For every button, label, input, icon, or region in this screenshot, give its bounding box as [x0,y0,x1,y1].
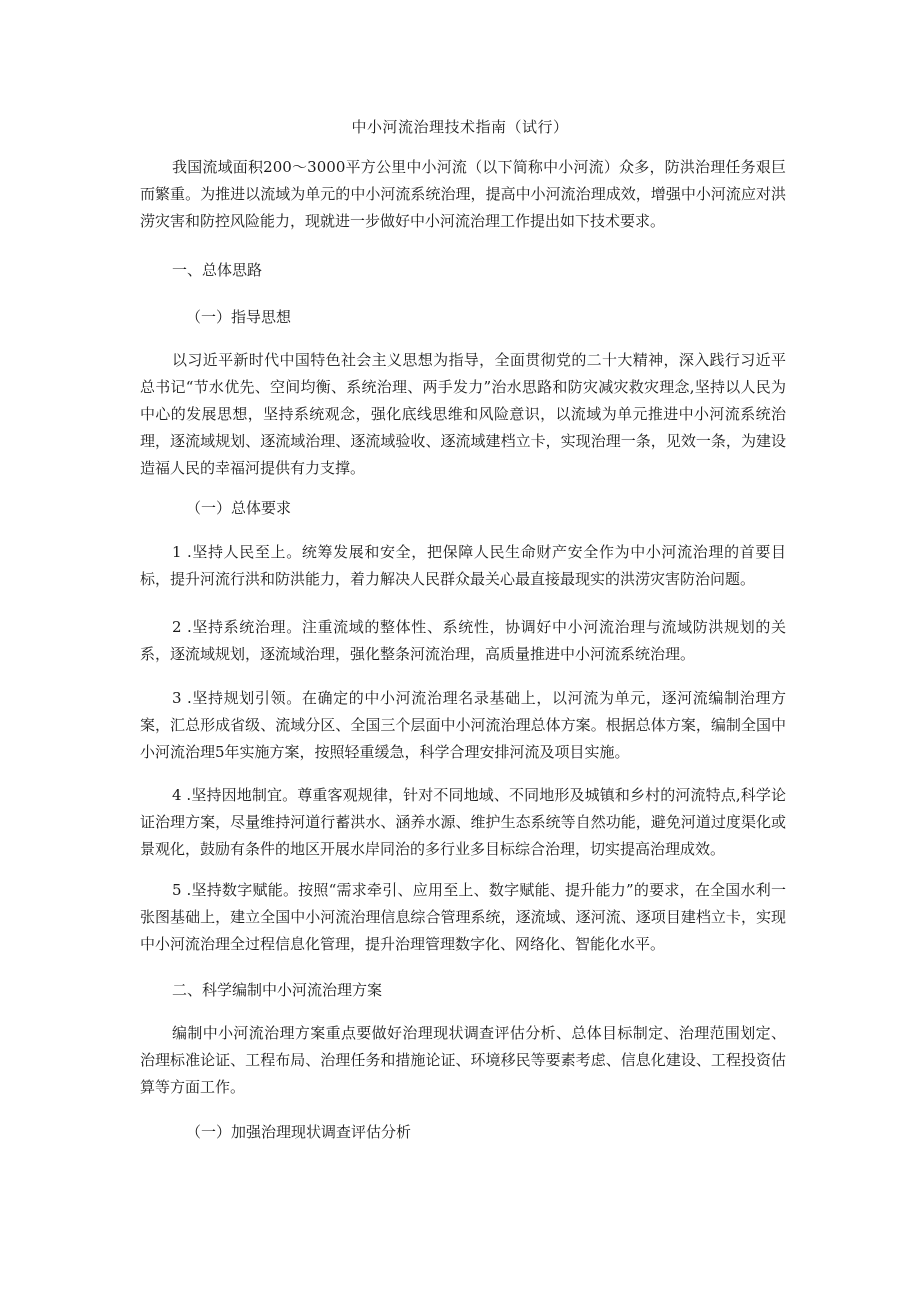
intro-paragraph: 我国流域面积200～3000平方公里中小河流（以下简称中小河流）众多，防洪治理任务艰巨而繁重。为推进以流域为单元的中小河流系统治理，提高中小河流治理成效，增强中小河流应对洪涝灾害和防控风险能力，现就进一步做好中小河流治理工作提出如下技术要求。 [140,158,786,230]
section-1-sub-2-heading: （一）总体要求 [186,499,292,517]
requirement-item-4: 4 .坚持因地制宜。尊重客观规律，针对不同地域、不同地形及城镇和乡村的河流特点,科学论证治理方案，尽量维持河道行蓄洪水、涵养水源、维护生态系统等自然功能，避免河道过度渠化或景观化，鼓励有条件的地区开展水岸同治的多行业多目标综合治理，切实提高治理成效。 [140,786,786,858]
section-2-sub-1-heading: （一）加强治理现状调查评估分析 [186,1123,412,1141]
section-2-heading: 二、科学编制中小河流治理方案 [172,981,383,999]
document-title: 中小河流治理技术指南（试行） [351,118,569,136]
guiding-ideology-paragraph: 以习近平新时代中国特色社会主义思想为指导，全面贯彻党的二十大精神，深入践行习近平总书记“节水优先、空间均衡、系统治理、两手发力”治水思路和防灾减灾救灾理念,坚持以人民为中心的发展思想，坚持系统观念，强化底线思维和风险意识，以流域为单元推进中小河流系统治理，逐流域规划、逐流域治理、逐流域验收、逐流域建档立卡，实现治理一条，见效一条，为建设造福人民的幸福河提供有力支撑。 [140,351,786,477]
section-2-paragraph: 编制中小河流治理方案重点要做好治理现状调查评估分析、总体目标制定、治理范围划定、治理标准论证、工程布局、治理任务和措施论证、环境移民等要素考虑、信息化建设、工程投资估算等方面工作。 [140,1024,786,1096]
section-1-heading: 一、总体思路 [172,261,263,279]
section-1-sub-1-heading: （一）指导思想 [186,308,292,326]
requirement-item-5: 5 .坚持数字赋能。按照“需求牵引、应用至上、数字赋能、提升能力”的要求，在全国水利一张图基础上，建立全国中小河流治理信息综合管理系统，逐流域、逐河流、逐项目建档立卡，实现中小河流治理全过程信息化管理，提升治理管理数字化、网络化、智能化水平。 [140,881,786,953]
requirement-item-2: 2 .坚持系统治理。注重流域的整体性、系统性，协调好中小河流治理与流域防洪规划的关系，逐流域规划，逐流域治理，强化整条河流治理，高质量推进中小河流系统治理。 [140,618,786,663]
requirement-item-3: 3 .坚持规划引领。在确定的中小河流治理名录基础上，以河流为单元，逐河流编制治理方案，汇总形成省级、流域分区、全国三个层面中小河流治理总体方案。根据总体方案，编制全国中小河流治理5年实施方案，按照轻重缓急，科学合理安排河流及项目实施。 [140,689,786,761]
requirement-item-1: 1 .坚持人民至上。统筹发展和安全，把保障人民生命财产安全作为中小河流治理的首要目标，提升河流行洪和防洪能力，着力解决人民群众最关心最直接最现实的洪涝灾害防治问题。 [140,543,786,588]
